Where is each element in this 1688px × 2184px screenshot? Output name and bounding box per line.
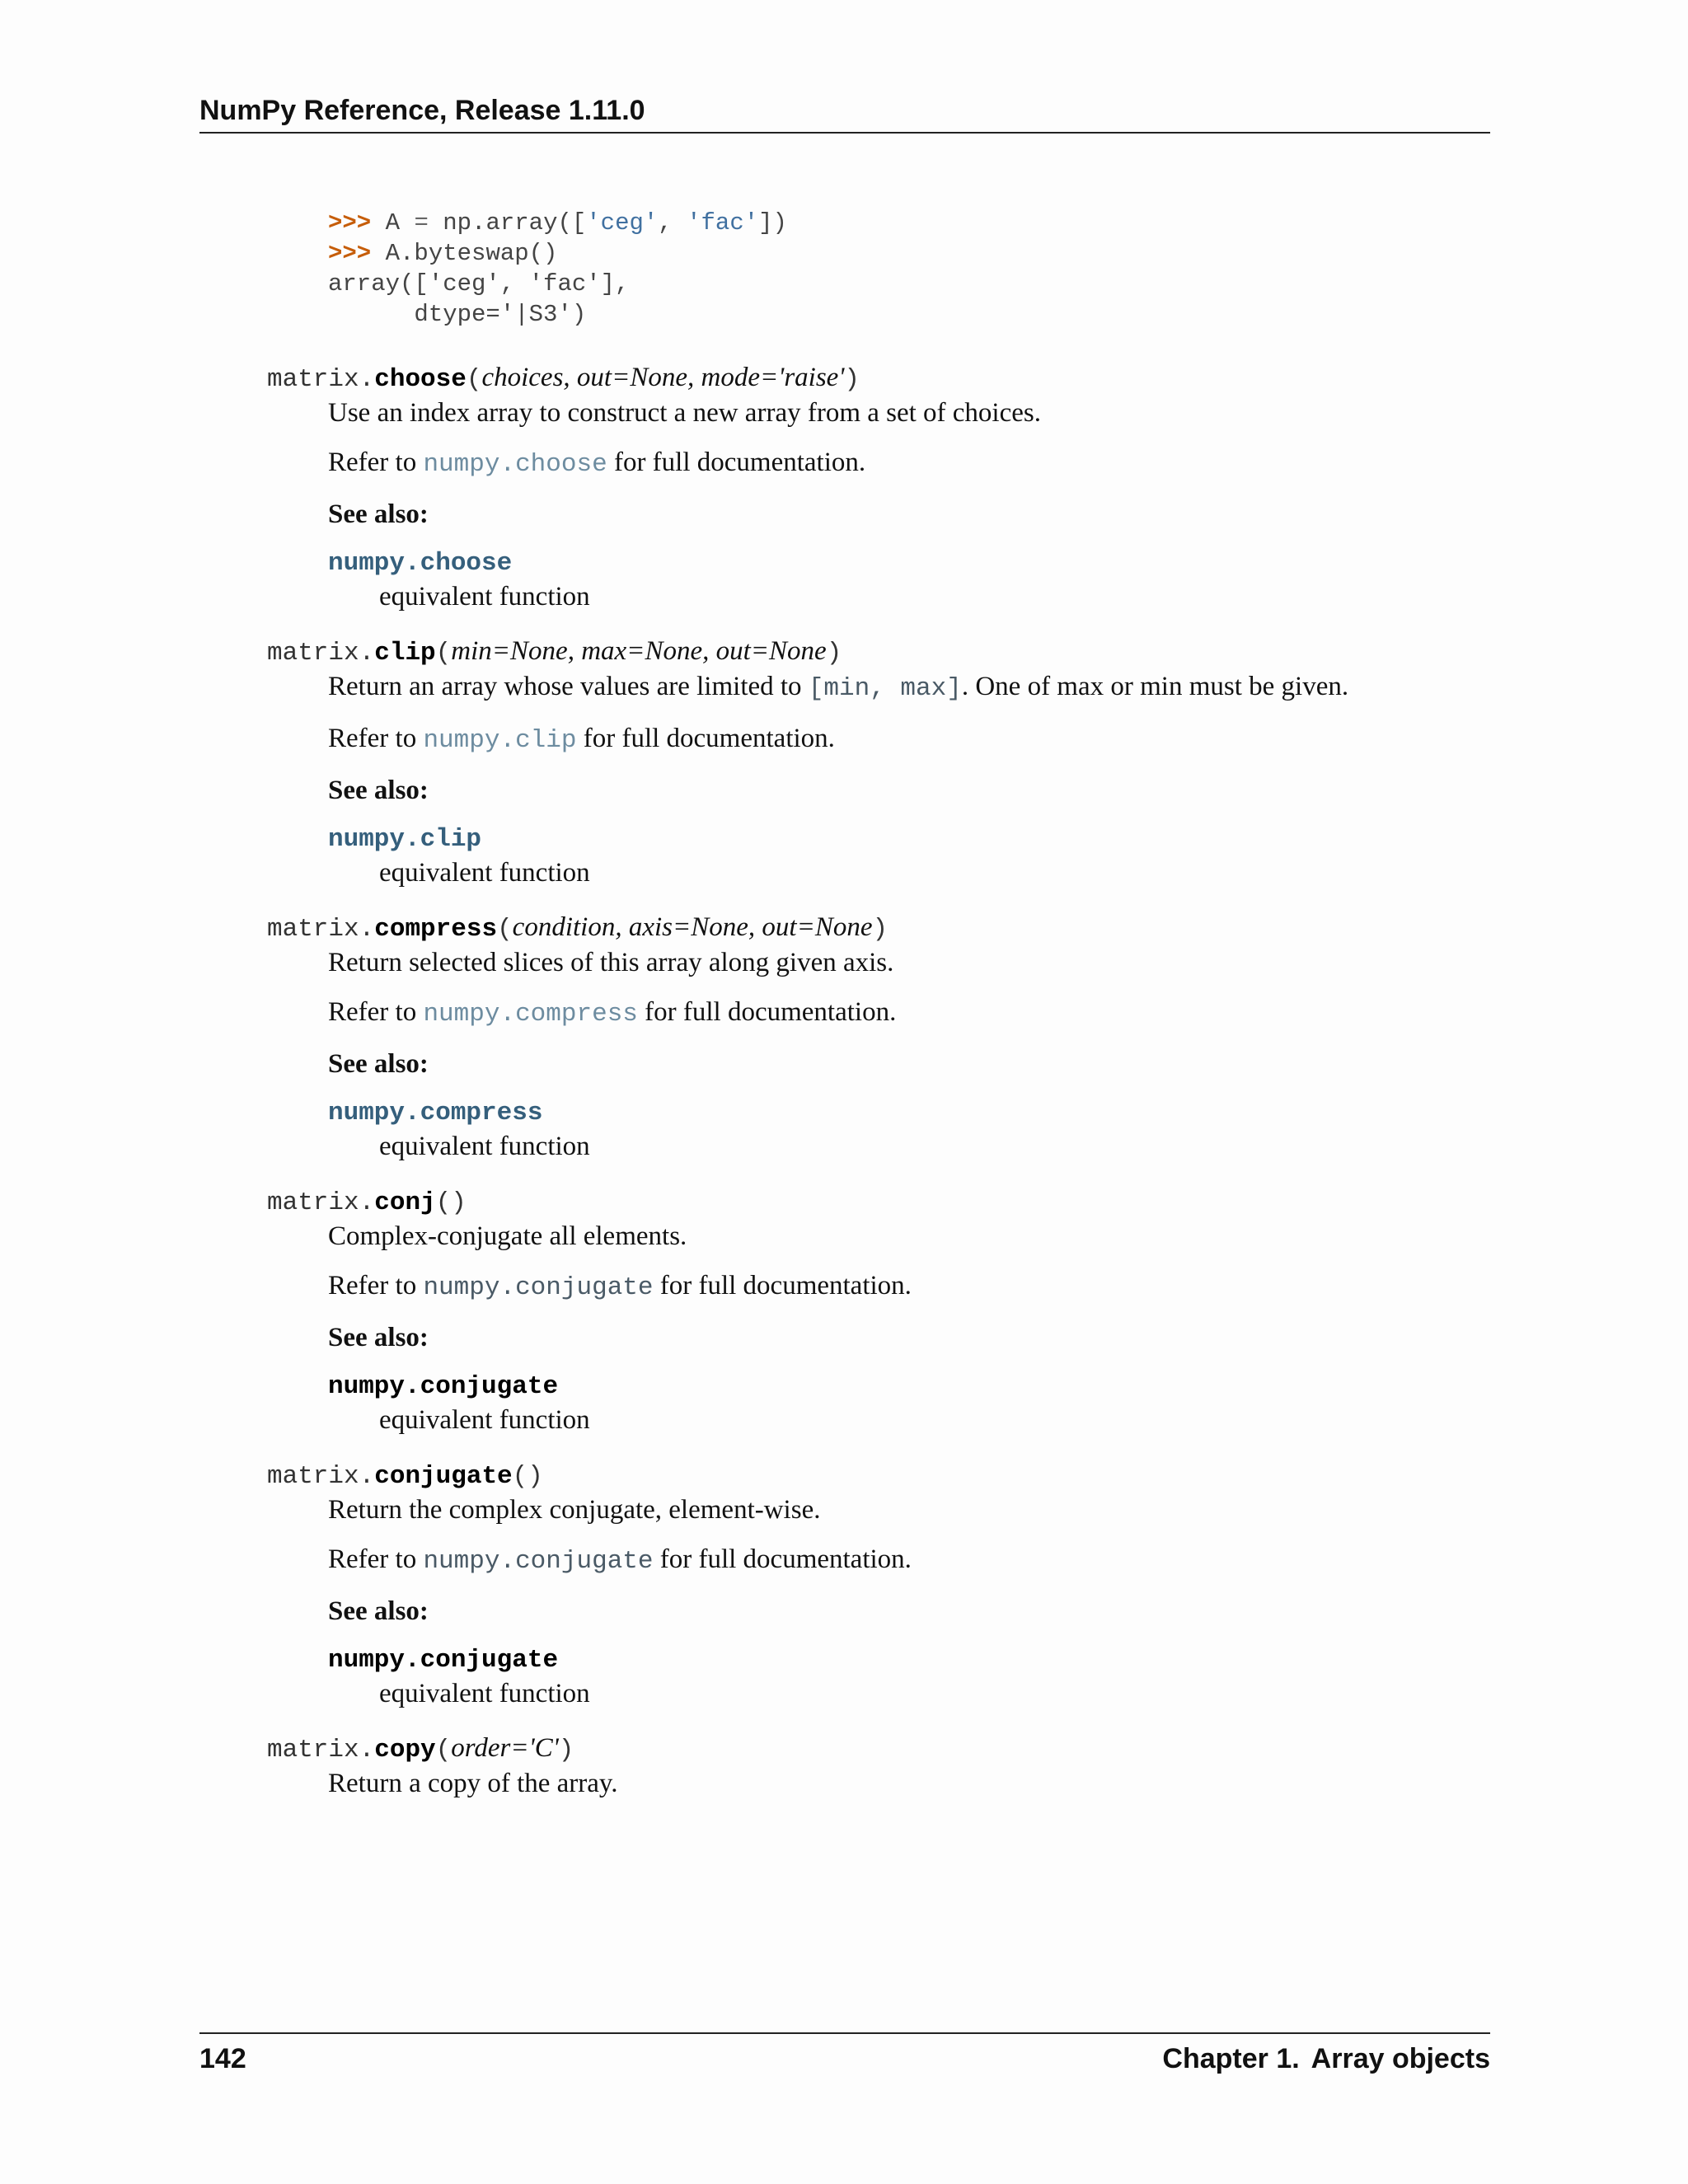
method-compress bbox=[199, 911, 1490, 1163]
method-signature bbox=[267, 1458, 1490, 1493]
refer-code: numpy.conjugate bbox=[423, 1547, 654, 1576]
see-also-description: equivalent function bbox=[379, 582, 590, 612]
method-params: choices, out=None, mode='raise' bbox=[481, 363, 845, 392]
code-prompt: >>> bbox=[328, 240, 372, 267]
method-summary: Return a copy of the array. bbox=[328, 1769, 618, 1798]
refer-code: numpy.conjugate bbox=[423, 1273, 654, 1302]
method-name: conjugate bbox=[374, 1462, 513, 1491]
chapter-label: Chapter 1. bbox=[1162, 2043, 1300, 2074]
open-paren: ( bbox=[435, 1736, 452, 1765]
class-prefix: matrix. bbox=[267, 365, 375, 394]
refer-line bbox=[328, 446, 1490, 481]
refer-text: for full documentation. bbox=[576, 724, 835, 753]
method-name: clip bbox=[374, 639, 436, 668]
method-signature bbox=[267, 361, 1490, 396]
summary-code: [min, max] bbox=[808, 674, 962, 703]
see-also-description: equivalent function bbox=[379, 1132, 590, 1161]
refer-line bbox=[328, 1269, 1490, 1305]
close-paren: ) bbox=[826, 639, 842, 668]
close-paren: ) bbox=[558, 1736, 574, 1765]
refer-text: Refer to bbox=[328, 448, 424, 477]
method-params: order='C' bbox=[451, 1733, 559, 1763]
code-output: array(['ceg', 'fac'], bbox=[328, 270, 630, 298]
refer-text: for full documentation. bbox=[637, 997, 897, 1027]
class-prefix: matrix. bbox=[267, 915, 375, 944]
see-also-heading: See also: bbox=[328, 776, 429, 805]
see-also-link[interactable]: numpy.compress bbox=[328, 1099, 543, 1127]
code-text: np.array([ bbox=[428, 209, 587, 237]
class-prefix: matrix. bbox=[267, 1462, 375, 1491]
code-string: 'fac' bbox=[687, 209, 759, 237]
method-body bbox=[328, 946, 1490, 1163]
method-clip bbox=[199, 635, 1490, 889]
method-body bbox=[328, 1220, 1490, 1436]
see-also-heading: See also: bbox=[328, 1049, 429, 1079]
code-text: ]) bbox=[758, 209, 787, 237]
refer-link[interactable]: numpy.compress bbox=[423, 1000, 638, 1029]
footer-chapter bbox=[1162, 2039, 1490, 2079]
refer-link[interactable]: numpy.clip bbox=[423, 726, 577, 755]
method-params: condition, axis=None, out=None bbox=[512, 912, 873, 942]
parens: () bbox=[512, 1462, 543, 1491]
refer-text: for full documentation. bbox=[607, 448, 866, 477]
class-prefix: matrix. bbox=[267, 639, 375, 668]
see-also-link[interactable]: numpy.choose bbox=[328, 549, 513, 578]
summary-text: Return an array whose values are limited to bbox=[328, 672, 809, 701]
open-paren: ( bbox=[497, 915, 513, 944]
refer-text: for full documentation. bbox=[653, 1271, 912, 1301]
page-number: 142 bbox=[199, 2043, 246, 2074]
method-body bbox=[328, 1493, 1490, 1710]
method-signature bbox=[267, 911, 1490, 946]
refer-line bbox=[328, 722, 1490, 757]
refer-line bbox=[328, 1543, 1490, 1578]
method-name: copy bbox=[374, 1736, 436, 1765]
summary-text: . One of max or min must be given. bbox=[961, 672, 1349, 701]
see-also-heading: See also: bbox=[328, 1323, 429, 1352]
header-title: NumPy Reference, Release 1.11.0 bbox=[199, 95, 645, 126]
method-signature bbox=[267, 1184, 1490, 1220]
code-output: dtype='|S3') bbox=[328, 301, 587, 328]
see-also-entry bbox=[328, 1644, 1490, 1710]
parens: () bbox=[435, 1188, 467, 1217]
see-also-entry bbox=[328, 1371, 1490, 1436]
running-header bbox=[199, 91, 1490, 134]
close-paren: ) bbox=[872, 915, 889, 944]
method-copy bbox=[199, 1732, 1490, 1800]
method-body bbox=[328, 396, 1490, 613]
code-text: , bbox=[658, 209, 687, 237]
method-choose bbox=[199, 361, 1490, 613]
refer-text: Refer to bbox=[328, 1271, 424, 1301]
refer-link[interactable]: numpy.choose bbox=[423, 450, 607, 479]
code-prompt: >>> bbox=[328, 209, 372, 237]
see-also-ref: numpy.conjugate bbox=[328, 1372, 559, 1401]
close-paren: ) bbox=[844, 365, 860, 394]
document-page bbox=[199, 0, 1490, 2184]
chapter-title: Array objects bbox=[1311, 2043, 1490, 2074]
method-conjugate bbox=[199, 1458, 1490, 1710]
method-signature bbox=[267, 1732, 1490, 1767]
code-string: 'ceg' bbox=[586, 209, 659, 237]
method-body bbox=[328, 1767, 1490, 1800]
running-footer bbox=[199, 2032, 1490, 2079]
refer-text: Refer to bbox=[328, 724, 424, 753]
refer-line bbox=[328, 996, 1490, 1031]
method-body bbox=[328, 670, 1490, 889]
code-operator: = bbox=[414, 209, 429, 237]
see-also-description: equivalent function bbox=[379, 1405, 590, 1435]
open-paren: ( bbox=[466, 365, 482, 394]
method-summary: Return selected slices of this array along given axis. bbox=[328, 948, 894, 977]
see-also-ref: numpy.conjugate bbox=[328, 1646, 559, 1675]
code-text: A.byteswap() bbox=[371, 240, 558, 267]
refer-text: Refer to bbox=[328, 997, 424, 1027]
method-conj bbox=[199, 1184, 1490, 1436]
method-name: conj bbox=[374, 1188, 436, 1217]
method-summary: Return the complex conjugate, element-wise. bbox=[328, 1495, 821, 1525]
see-also-entry bbox=[328, 547, 1490, 613]
method-summary bbox=[328, 670, 1490, 705]
method-summary: Use an index array to construct a new array from a set of choices. bbox=[328, 398, 1041, 428]
see-also-description: equivalent function bbox=[379, 858, 590, 888]
method-name: choose bbox=[374, 365, 467, 394]
method-params: min=None, max=None, out=None bbox=[451, 636, 827, 666]
class-prefix: matrix. bbox=[267, 1736, 375, 1765]
see-also-heading: See also: bbox=[328, 499, 429, 529]
see-also-entry bbox=[328, 1097, 1490, 1163]
see-also-entry bbox=[328, 823, 1490, 889]
page-content bbox=[199, 208, 1490, 1816]
refer-text: for full documentation. bbox=[653, 1544, 912, 1574]
method-name: compress bbox=[374, 915, 498, 944]
see-also-description: equivalent function bbox=[379, 1679, 590, 1708]
class-prefix: matrix. bbox=[267, 1188, 375, 1217]
open-paren: ( bbox=[435, 639, 452, 668]
method-summary: Complex-conjugate all elements. bbox=[328, 1221, 687, 1251]
refer-text: Refer to bbox=[328, 1544, 424, 1574]
see-also-link[interactable]: numpy.clip bbox=[328, 825, 482, 854]
code-text: A bbox=[371, 209, 415, 237]
code-example bbox=[328, 208, 1490, 330]
method-signature bbox=[267, 635, 1490, 670]
see-also-heading: See also: bbox=[328, 1596, 429, 1626]
